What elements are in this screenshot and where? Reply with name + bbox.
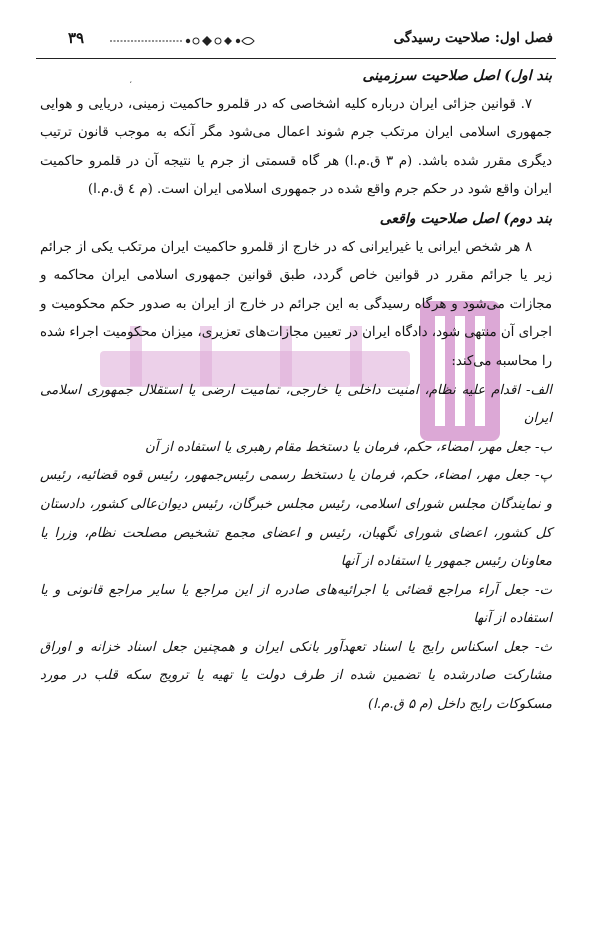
page-body [40,62,552,720]
section-heading-real: بند دوم) اصل صلاحیت واقعی [379,210,552,227]
paragraph-8: ۸ هر شخص ایرانی یا غیرایرانی که در خارج از قلمرو حاکمیت ایران مرتکب یکی از جرائم زیر یا جرائم مقرر در قوانین خاص گردد، طبق قوانین جمهوری اسلامی ایران محاکمه و مجازات می‌شود و هرگاه رسیدگی به این جرائم در خارج از ایران به صدور حکم محکومیت و اجرای آن منتهی شود، دادگاه ایران در تعیین مجازات‌های تعزیری، میزان محکومیت اجراء شده را محاسبه می‌کند: [40,239,552,369]
list-item-alef: الف- اقدام علیه نظام، امنیت داخلی یا خارجی، تمامیت ارضی یا استقلال جمهوری اسلامی ایران [40,382,552,427]
paragraph-7: ۷. قوانین جزائی ایران درباره کلیه اشخاصی که در قلمرو حاکمیت زمینی، دریایی و هوایی جمهوری اسلامی ایران مرتکب جرم شوند اعمال می‌شود مگر آنکه به موجب قانون ترتیب دیگری مقرر شده باشد. (م ۳ ق.م.ا) هر گاه قسمتی از جرم یا نتیجه آن در قلمرو حاکمیت ایران واقع شود در حکم جرم واقع شده در جمهوری اسلامی ایران است. (م ٤ ق.م.ا) [40,96,552,198]
running-header [48,30,553,52]
list-item-be: ب- جعل مهر، امضاء، حکم، فرمان یا دستخط مقام رهبری یا استفاده از آن [144,439,552,455]
list-item-se: ث- جعل اسکناس رایج یا اسناد تعهدآور بانکی ایران و همچنین جعل اسناد خزانه و اوراق مشارکت صادرشده یا تضمین شده از طرف دولت یا تهیه یا ترویج سکه قلب در مورد مسکوکات رایج داخل (م ۵ ق.م.ا) [40,639,552,713]
page-number: ۳۹ [68,29,85,47]
header-rule [36,58,556,59]
ornament-icon [110,34,255,48]
section-heading-territorial: بند اول) اصل صلاحیت سرزمینی [362,68,552,84]
chapter-title: فصل اول: صلاحیت رسیدگی [393,30,553,46]
print-speck: ، [129,76,132,85]
list-item-te: ت- جعل آراء مراجع قضائی یا اجرائیه‌های صادره از این مراجع یا سایر مراجع قانونی و یا استفاده از آنها [40,582,552,627]
list-item-pe: پ- جعل مهر، امضاء، حکم، فرمان یا دستخط رسمی رئیس‌جمهور، رئیس قوه قضائیه، رئیس و نمایندگان مجلس شورای اسلامی، رئیس مجلس خبرگان، رئیس دیوان‌عالی کشور، دادستان کل کشور، اعضای شورای نگهبان، رئیس و اعضای مجمع تشخیص مصلحت نظام، وزرا یا معاونان رئیس جمهور یا استفاده از آنها [40,468,552,570]
